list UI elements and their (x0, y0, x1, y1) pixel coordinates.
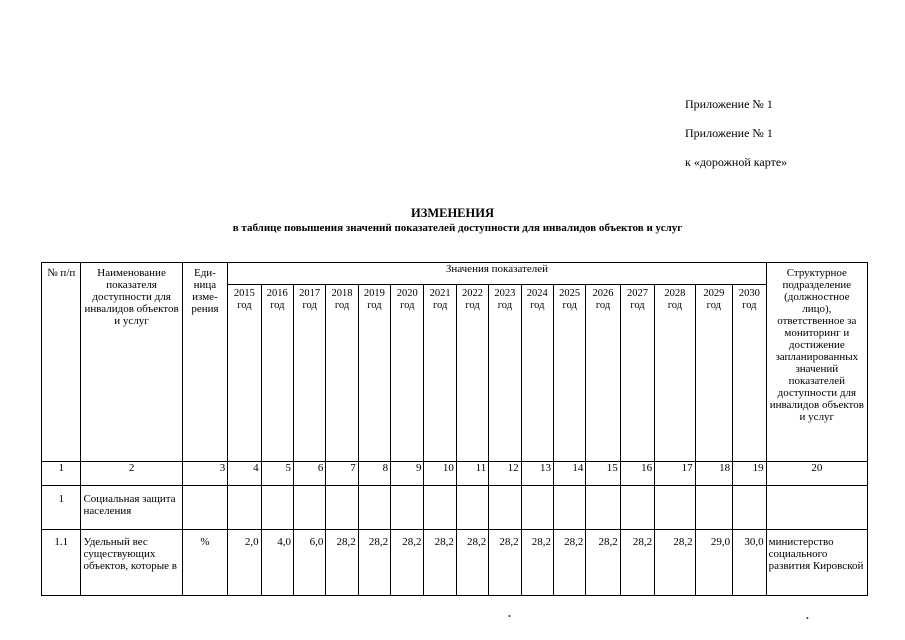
row-value: 6,0 (293, 530, 325, 596)
year-header: 2015 год (228, 285, 261, 462)
row-unit: % (182, 530, 228, 596)
column-number: 16 (620, 462, 654, 486)
column-number: 6 (293, 462, 325, 486)
year-header: 2024 год (521, 285, 553, 462)
column-number: 1 (42, 462, 81, 486)
year-header: 2029 год (695, 285, 732, 462)
row-value: 28,2 (456, 530, 488, 596)
row-value: 2,0 (228, 530, 261, 596)
section-name: Социальная защита населения (81, 486, 182, 530)
appendix-line-3: к «дорожной карте» (685, 155, 788, 169)
year-header: 2025 год (553, 285, 585, 462)
column-number: 7 (326, 462, 358, 486)
row-value: 28,2 (358, 530, 390, 596)
table-row (42, 530, 868, 596)
column-number: 14 (553, 462, 585, 486)
section-row (42, 486, 868, 530)
column-number: 4 (228, 462, 261, 486)
column-number: 3 (182, 462, 228, 486)
column-number: 15 (586, 462, 620, 486)
appendix-line-2: Приложение № 1 (685, 126, 773, 140)
year-header: 2026 год (586, 285, 620, 462)
row-value: 28,2 (326, 530, 358, 596)
year-header: 2019 год (358, 285, 390, 462)
year-header: 2020 год (391, 285, 424, 462)
header-unit: Еди-ница изме-рения (182, 263, 228, 462)
column-number: 11 (456, 462, 488, 486)
row-value: 30,0 (733, 530, 767, 596)
row-value: 28,2 (391, 530, 424, 596)
row-value: 29,0 (695, 530, 732, 596)
row-num: 1.1 (42, 530, 81, 596)
row-name: Удельный вес существующих объектов, которые в (81, 530, 182, 596)
year-header: 2017 год (293, 285, 325, 462)
row-value: 28,2 (655, 530, 695, 596)
column-number: 8 (358, 462, 390, 486)
row-value: 28,2 (424, 530, 456, 596)
header-responsible: Структурное подразделение (должностное лицо), ответственное за мониторинг и достижение запланированных значений показателей доступности для инвалидов объектов и услуг (766, 263, 867, 462)
header-num: № п/п (42, 263, 81, 462)
row-value: 4,0 (261, 530, 293, 596)
row-value: 28,2 (521, 530, 553, 596)
year-header: 2022 год (456, 285, 488, 462)
appendix-line-1: Приложение № 1 (685, 97, 773, 111)
year-header: 2028 год (655, 285, 695, 462)
column-number: 2 (81, 462, 182, 486)
column-number: 5 (261, 462, 293, 486)
row-value: 28,2 (553, 530, 585, 596)
scan-speck: • (806, 614, 809, 623)
section-num: 1 (42, 486, 81, 530)
column-number: 20 (766, 462, 867, 486)
column-number: 18 (695, 462, 732, 486)
header-name: Наименование показателя доступности для инвалидов объектов и услуг (81, 263, 182, 462)
column-number: 13 (521, 462, 553, 486)
row-responsible: министерство социального развития Кировской (766, 530, 867, 596)
row-value: 28,2 (586, 530, 620, 596)
year-header: 2016 год (261, 285, 293, 462)
column-number: 9 (391, 462, 424, 486)
scan-speck: • (508, 612, 511, 621)
document-title: ИЗМЕНЕНИЯ (411, 206, 494, 220)
indicators-table (41, 262, 868, 596)
column-numbers-row (42, 462, 868, 486)
column-number: 19 (733, 462, 767, 486)
header-values-group: Значения показателей (228, 263, 766, 285)
year-header: 2018 год (326, 285, 358, 462)
year-header: 2027 год (620, 285, 654, 462)
row-value: 28,2 (620, 530, 654, 596)
year-header: 2023 год (489, 285, 521, 462)
row-value: 28,2 (489, 530, 521, 596)
column-number: 12 (489, 462, 521, 486)
column-number: 10 (424, 462, 456, 486)
year-header: 2030 год (733, 285, 767, 462)
year-header: 2021 год (424, 285, 456, 462)
column-number: 17 (655, 462, 695, 486)
document-subtitle: в таблице повышения значений показателей доступности для инвалидов объектов и услуг (232, 222, 683, 234)
